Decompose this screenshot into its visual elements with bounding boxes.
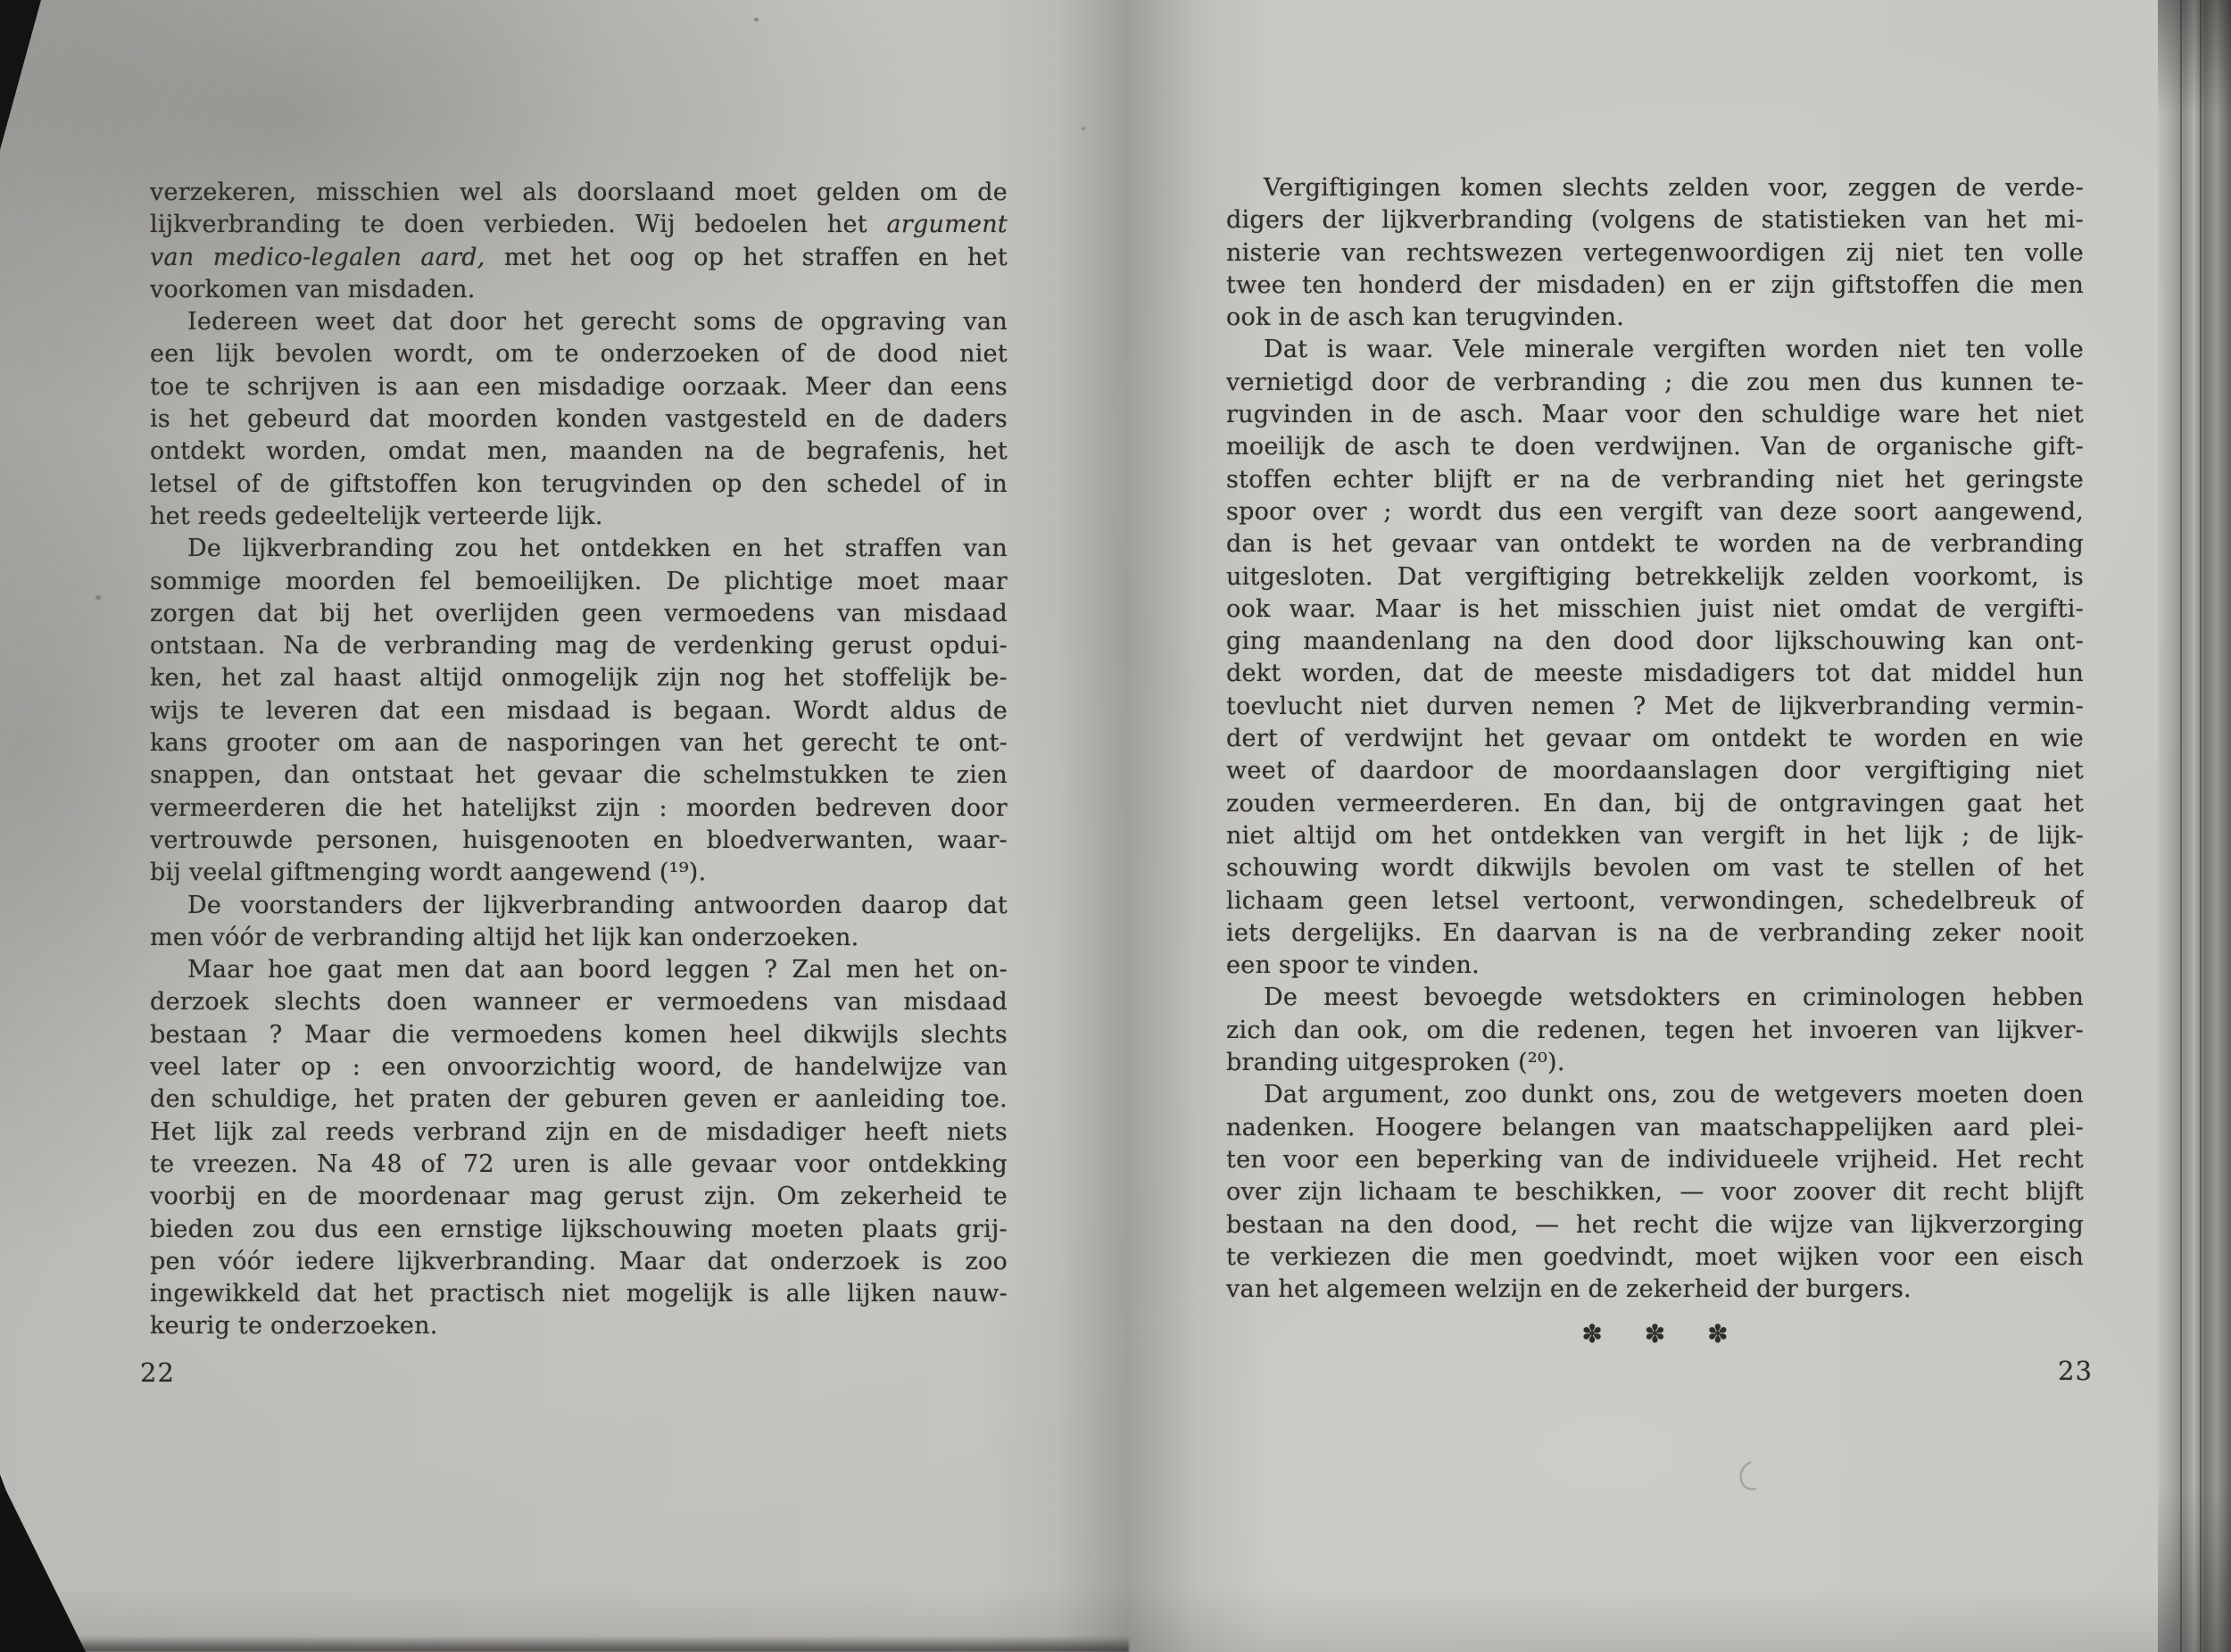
paragraph	[150, 306, 1008, 533]
text-line: voorkomen van misdaden.	[150, 275, 476, 303]
text-line: een spoor te vinden.	[1226, 951, 1480, 980]
text-line: nadenken. Hoogere belangen van maatschappelijken aard plei-	[1226, 1113, 2084, 1141]
text-line: letsel of de giftstoffen kon terugvinden op den schedel of in	[150, 469, 1008, 498]
text-line: te vreezen. Na 48 of 72 uren is alle gevaar voor ontdekking	[150, 1150, 1008, 1178]
stacked-page-edges-right	[2158, 0, 2231, 1652]
text-line: zich dan ook, om die redenen, tegen het invoeren van lijkver-	[1226, 1016, 2084, 1044]
paragraph	[150, 890, 1008, 955]
text-line: bieden zou dus een ernstige lijkschouwing moeten plaats grij-	[150, 1215, 1008, 1243]
text-line: wijs te leveren dat een misdaad is begaan. Wordt aldus de	[150, 696, 1008, 725]
text-line: verzekeren, misschien wel als doorslaand moet gelden om de	[150, 178, 1008, 206]
text-line: ging maandenlang na den dood door lijkschouwing kan ont-	[1226, 627, 2084, 656]
paragraph	[1226, 334, 2084, 982]
text-line: uitgesloten. Dat vergiftiging betrekkelijk zelden voorkomt, is	[1226, 562, 2084, 591]
text-line: vertrouwde personen, huisgenooten en bloedverwanten, waar-	[150, 826, 1008, 854]
text-line: branding uitgesproken (²⁰).	[1226, 1049, 1565, 1077]
page-right	[1127, 0, 2231, 1652]
text-line: lijkverbranding te doen verbieden. Wij bedoelen het argument	[150, 211, 1008, 239]
text-line: stoffen echter blijft er na de verbranding niet het geringste	[1226, 465, 2084, 494]
page-bottom-edge-shadow	[54, 1636, 1129, 1652]
text-line: van het algemeen welzijn en de zekerheid der burgers.	[1226, 1275, 1912, 1304]
paragraph	[150, 533, 1008, 889]
page-edge-line	[2200, 0, 2202, 1652]
text-line: den schuldige, het praten der geburen geven er aanleiding toe.	[150, 1085, 1008, 1114]
text-line: veel later op : een onvoorzichtig woord, de handelwijze van	[150, 1053, 1008, 1082]
text-line: twee ten honderd der misdaden) en er zijn giftstoffen die men	[1226, 270, 2084, 299]
text-line: iets dergelijks. En daarvan is na de verbranding zeker nooit	[1226, 918, 2084, 947]
text-line: ontstaan. Na de verbranding mag de verdenking gerust opdui-	[150, 632, 1008, 660]
text-line: ook waar. Maar is het misschien juist niet omdat de vergifti-	[1226, 594, 2084, 623]
text-line: Iedereen weet dat door het gerecht soms de opgraving van	[187, 308, 1008, 336]
text-line: dert of verdwijnt het gevaar om ontdekt te worden en wie	[1226, 725, 2084, 753]
text-line: schouwing wordt dikwijls bevolen om vast te stellen of het	[1226, 854, 2084, 883]
text-line: bestaan ? Maar die vermoedens komen heel dikwijls slechts	[150, 1020, 1008, 1049]
text-line: dan is het gevaar van ontdekt te worden na de verbranding	[1226, 530, 2084, 559]
page-right-text-block	[1226, 172, 2084, 1306]
paper-speck	[754, 18, 759, 21]
text-line: over zijn lichaam te beschikken, — voor zoover dit recht blijft	[1226, 1178, 2084, 1207]
paragraph	[1226, 982, 2084, 1079]
text-line: ten voor een beperking van de individueele vrijheid. Het recht	[1226, 1145, 2084, 1174]
paragraph	[150, 177, 1008, 306]
text-line: bij veelal giftmenging wordt aangewend (¹⁹).	[150, 859, 707, 887]
text-line: een lijk bevolen wordt, om te onderzoeken of de dood niet	[150, 340, 1008, 369]
page-number-right: 23	[2058, 1356, 2093, 1386]
text-line: van medico-legalen aard, met het oog op het straffen en het	[150, 243, 1008, 271]
text-line: niet altijd om het ontdekken van vergift in het lijk ; de lijk-	[1226, 821, 2084, 850]
text-line: voorbij en de moordenaar mag gerust zijn. Om zekerheid te	[150, 1183, 1008, 1211]
paper-speck	[1082, 127, 1085, 130]
text-line: te verkiezen die men goedvindt, moet wijken voor een eisch	[1226, 1242, 2084, 1271]
text-line: toe te schrijven is aan een misdadige oorzaak. Meer dan eens	[150, 372, 1008, 401]
text-line: digers der lijkverbranding (volgens de statistieken van het mi-	[1226, 206, 2084, 235]
text-line: moeilijk de asch te doen verdwijnen. Van de organische gift-	[1226, 433, 2084, 461]
text-line: kans grooter om aan de nasporingen van het gerecht te ont-	[150, 729, 1008, 758]
text-line: ken, het zal haast altijd onmogelijk zijn nog het stoffelijk be-	[150, 664, 1008, 693]
text-line: sommige moorden fel bemoeilijken. De plichtige moet maar	[150, 567, 1008, 595]
text-line: Dat is waar. Vele minerale vergiften worden niet ten volle	[1264, 336, 2084, 364]
page-left-text-block	[150, 177, 1008, 1343]
paragraph	[1226, 1079, 2084, 1306]
text-line: toevlucht niet durven nemen ? Met de lijkverbranding vermin-	[1226, 692, 2084, 720]
text-line: snappen, dan ontstaat het gevaar die schelmstukken te zien	[150, 761, 1008, 790]
text-line: keurig te onderzoeken.	[150, 1312, 438, 1341]
text-line: Maar hoe gaat men dat aan boord leggen ? Zal men het on-	[187, 956, 1008, 984]
text-line: rugvinden in de asch. Maar voor den schuldige ware het niet	[1226, 401, 2084, 429]
text-line: zorgen dat bij het overlijden geen vermoedens van misdaad	[150, 599, 1008, 627]
text-line: zouden vermeerderen. En dan, bij de ontgravingen gaat het	[1226, 789, 2084, 818]
text-line: weet of daardoor de moordaanslagen door vergiftiging niet	[1226, 757, 2084, 785]
text-line: ingewikkeld dat het practisch niet mogelijk is alle lijken nauw-	[150, 1280, 1008, 1308]
page-number-left: 22	[140, 1357, 175, 1388]
text-line: ook in de asch kan terugvinden.	[1226, 303, 1625, 332]
text-line: De lijkverbranding zou het ontdekken en het straffen van	[187, 535, 1008, 563]
page-edge-line	[2180, 0, 2182, 1652]
text-line: Het lijk zal reeds verbrand zijn en de misdadiger heeft niets	[150, 1117, 1008, 1146]
text-line: lichaam geen letsel vertoont, verwondingen, schedelbreuk of	[1226, 886, 2084, 915]
text-line: is het gebeurd dat moorden konden vastgesteld en de daders	[150, 405, 1008, 434]
paragraph	[150, 954, 1008, 1343]
text-line: Dat argument, zoo dunkt ons, zou de wetgevers moeten doen	[1264, 1081, 2084, 1109]
text-line: vermeerderen die het hatelijkst zijn : moorden bedreven door	[150, 793, 1008, 822]
text-line: spoor over ; wordt dus een vergift van deze soort aangewend,	[1226, 497, 2084, 526]
text-line: ontdekt worden, omdat men, maanden na de begrafenis, het	[150, 437, 1008, 466]
paper-speck	[95, 595, 101, 600]
text-line: bestaan na den dood, — het recht die wijze van lijkverzorging	[1226, 1210, 2084, 1239]
text-line: nisterie van rechtswezen vertegenwoordigen zij niet ten volle	[1226, 238, 2084, 267]
text-line: derzoek slechts doen wanneer er vermoedens van misdaad	[150, 988, 1008, 1017]
text-line: De meest bevoegde wetsdokters en criminologen hebben	[1264, 984, 2084, 1012]
text-line: men vóór de verbranding altijd het lijk kan onderzoeken.	[150, 923, 859, 951]
text-line: vernietigd door de verbranding ; die zou men dus kunnen te-	[1226, 368, 2084, 396]
text-line: De voorstanders der lijkverbranding antwoorden daarop dat	[187, 891, 1008, 919]
text-line: pen vóór iedere lijkverbranding. Maar dat onderzoek is zoo	[150, 1247, 1008, 1275]
paragraph	[1226, 172, 2084, 334]
text-line: het reeds gedeeltelijk verteerde lijk.	[150, 502, 603, 530]
text-line: Vergiftigingen komen slechts zelden voor, zeggen de verde-	[1264, 174, 2084, 202]
section-separator-asterisks: ✽ ✽ ✽	[1581, 1319, 1729, 1349]
text-line: dekt worden, dat de meeste misdadigers tot dat middel hun	[1226, 660, 2084, 688]
